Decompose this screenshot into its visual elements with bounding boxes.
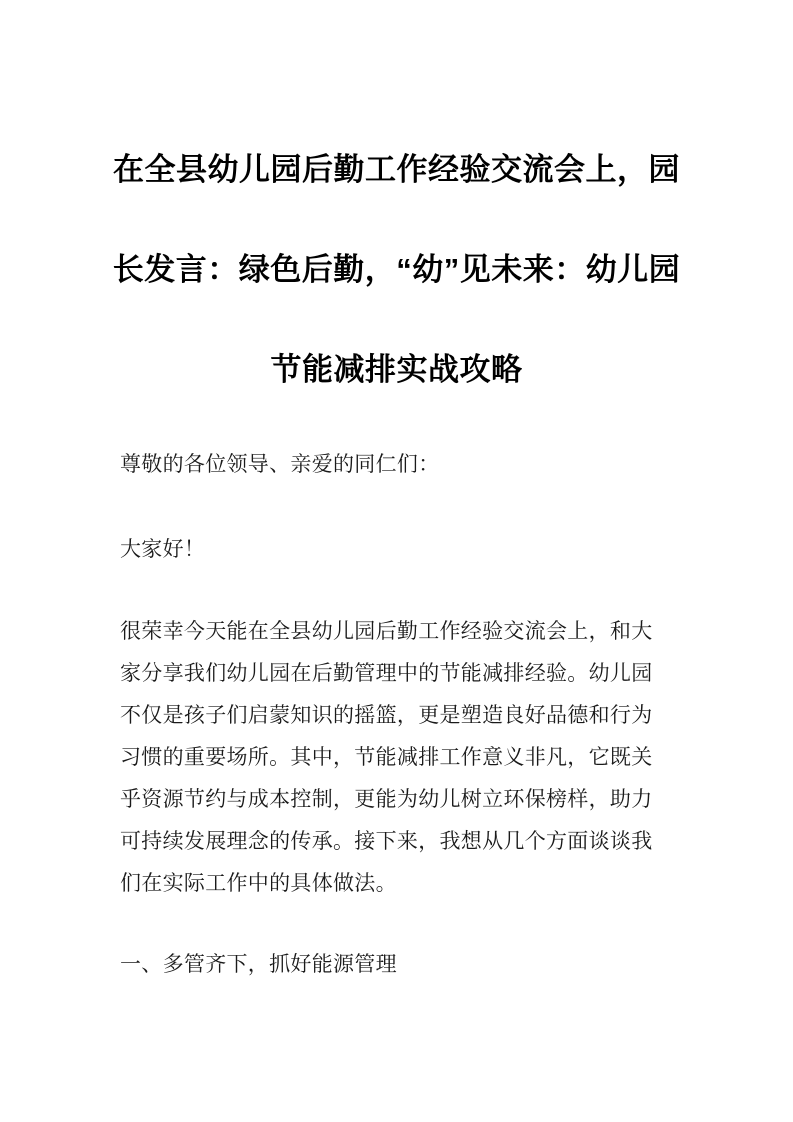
- title-line: 在全县幼儿园后勤工作经验交流会上，园: [113, 151, 680, 187]
- body-line: 们在实际工作中的具体做法。: [120, 872, 397, 895]
- body-line: 乎资源节约与成本控制，更能为幼儿树立环保榜样，助力: [120, 788, 653, 811]
- section-heading: [120, 944, 676, 986]
- title-line: 节能减排实战攻略: [270, 351, 523, 387]
- salutation-text: 尊敬的各位领导、亲爱的同仁们：: [120, 453, 440, 476]
- body-line: 家分享我们幼儿园在后勤管理中的节能减排经验。幼儿园: [120, 662, 653, 685]
- section-heading-text: 一、多管齐下，抓好能源管理: [120, 953, 397, 976]
- body-line: 不仅是孩子们启蒙知识的摇篮，更是塑造良好品德和行为: [120, 704, 653, 727]
- greeting-paragraph: [120, 529, 676, 571]
- salutation-paragraph: [120, 444, 676, 486]
- title-line: 长发言：绿色后勤，“幼”见未来：幼儿园: [112, 251, 681, 287]
- body-paragraph: [120, 611, 676, 905]
- body-line: 很荣幸今天能在全县幼儿园后勤工作经验交流会上，和大: [120, 620, 653, 643]
- greeting-text: 大家好！: [120, 538, 206, 561]
- body-line: 习惯的重要场所。其中，节能减排工作意义非凡，它既关: [120, 746, 653, 769]
- document-title: [110, 120, 683, 420]
- body-line: 可持续发展理念的传承。接下来，我想从几个方面谈谈我: [120, 830, 653, 853]
